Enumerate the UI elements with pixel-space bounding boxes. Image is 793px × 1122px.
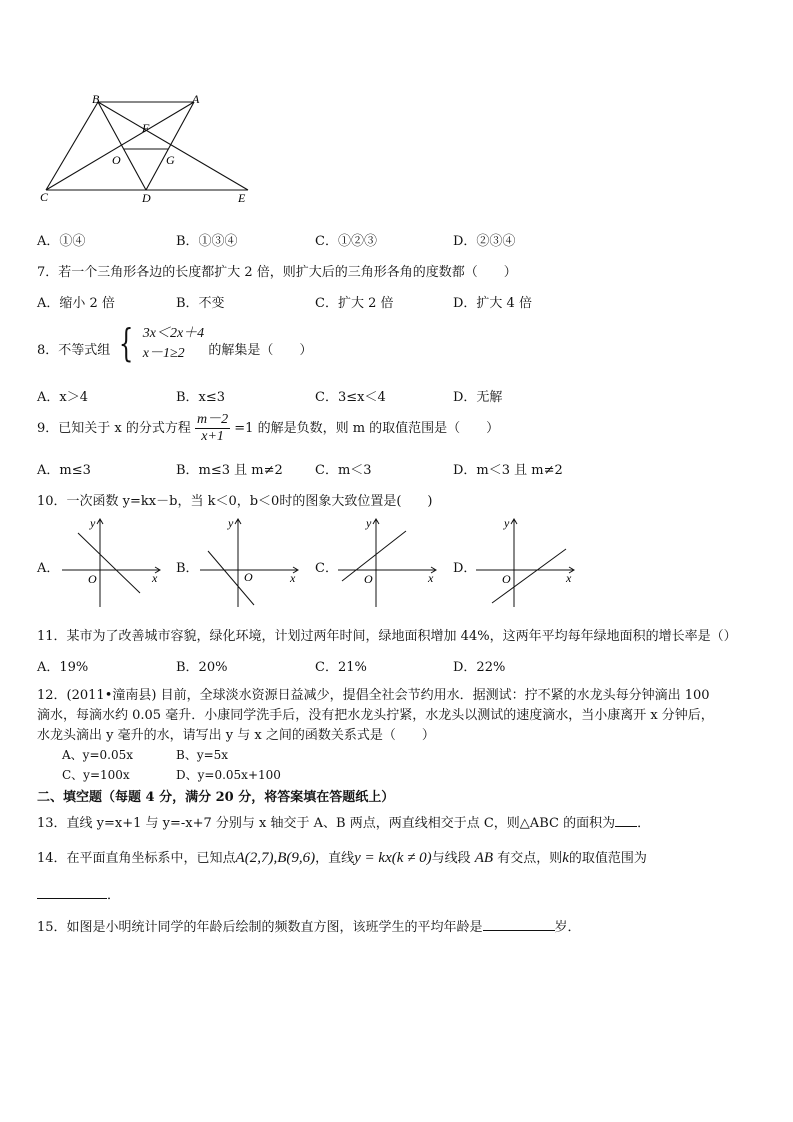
q10-graph-d[interactable] xyxy=(474,515,584,610)
q8-option-c[interactable]: C．3≤x＜4 xyxy=(315,390,386,405)
q10-d-o: O xyxy=(502,572,511,586)
q9-denominator: x+1 xyxy=(201,429,224,444)
q8-system xyxy=(143,324,204,364)
q9-option-c[interactable]: C．m＜3 xyxy=(315,463,372,478)
q10-graph-a[interactable] xyxy=(60,515,170,610)
q10-a-o: O xyxy=(88,572,97,586)
q6-option-b[interactable]: B．①③④ xyxy=(176,234,238,249)
q12-line-1: 12．(2011•潼南县) 目前，全球淡水资源日益减少，提倡全社会节约用水．据测试：拧不紧的水龙头每分钟滴出 100 xyxy=(37,688,710,703)
q10-option-d-label[interactable]: D． xyxy=(453,561,477,576)
q8-stem xyxy=(37,321,313,368)
q12-option-a[interactable]: A、y=0.05x xyxy=(62,748,133,762)
q6-option-d[interactable]: D．②③④ xyxy=(453,234,516,249)
label-A: A xyxy=(192,92,200,106)
label-G: G xyxy=(166,153,175,167)
q10-c-o: O xyxy=(364,572,373,586)
q9-option-d[interactable]: D．m＜3 且 m≠2 xyxy=(453,463,563,478)
q12-option-c[interactable]: C、y=100x xyxy=(62,768,130,782)
q8-ineq-2: x－1≥2 xyxy=(142,346,185,361)
q9-suffix: =1 的解是负数，则 m 的取值范围是（ ） xyxy=(234,421,500,436)
q7-option-b[interactable]: B．不变 xyxy=(176,296,225,311)
q7-option-d[interactable]: D．扩大 4 倍 xyxy=(453,296,532,311)
q11-option-c[interactable]: C．21% xyxy=(315,660,367,675)
q8-option-a[interactable]: A．x＞4 xyxy=(37,390,88,405)
q14-points: A(2,7),B(9,6) xyxy=(235,850,316,866)
q15-text: 15．如图是小明统计同学的年龄后绘制的频数直方图，该班学生的平均年龄是 xyxy=(37,920,483,935)
q14-seg: AB xyxy=(474,850,494,866)
q14-answer-blank[interactable] xyxy=(37,886,107,899)
q10-stem: 10．一次函数 y=kx－b，当 k＜0，b＜0时的图象大致位置是( ) xyxy=(37,494,433,509)
q14-answer-line xyxy=(37,884,120,903)
label-B: B xyxy=(92,92,100,106)
q10-c-x: x xyxy=(428,571,434,585)
q10-option-b-label[interactable]: B． xyxy=(176,561,199,576)
q12-line-3: 水龙头滴出 y 毫升的水，请写出 y 与 x 之间的函数关系式是（ ） xyxy=(37,728,435,743)
q8-brace: { xyxy=(119,321,134,365)
q10-b-x: x xyxy=(290,571,296,585)
q11-option-a[interactable]: A．19% xyxy=(37,660,89,675)
q12-option-d[interactable]: D、y=0.05x+100 xyxy=(176,768,281,782)
q11-option-b[interactable]: B．20% xyxy=(176,660,228,675)
q13-text: 13．直线 y=x+1 与 y=-x+7 分别与 x 轴交于 A、B 两点，两直线相交于点 C，则△ABC 的面积为 xyxy=(37,816,616,831)
q10-a-y: y xyxy=(90,516,96,530)
q10-b-o: O xyxy=(244,570,253,584)
q10-option-a-label[interactable]: A． xyxy=(37,561,60,576)
q10-b-y: y xyxy=(228,516,234,530)
q9-prefix: 9．已知关于 x 的分式方程 xyxy=(37,421,191,436)
q15-end: 岁． xyxy=(554,920,581,935)
label-O: O xyxy=(112,153,121,167)
q7-stem: 7．若一个三角形各边的长度都扩大 2 倍，则扩大后的三角形各角的度数都（ ） xyxy=(37,265,517,280)
q10-d-x: x xyxy=(566,571,572,585)
q13-end: ． xyxy=(637,816,651,831)
q13-answer-blank[interactable] xyxy=(615,814,637,827)
q10-d-y: y xyxy=(504,516,510,530)
q7-option-c[interactable]: C．扩大 2 倍 xyxy=(315,296,394,311)
section-heading: 二、填空题（每题 4 分，满分 20 分，将答案填在答题纸上） xyxy=(37,790,395,805)
q6-option-c[interactable]: C．①②③ xyxy=(315,234,377,249)
q10-a-x: x xyxy=(152,571,158,585)
q10-graph-b[interactable] xyxy=(198,515,308,610)
q15-answer-blank[interactable] xyxy=(483,918,555,931)
q14-mid: ，直线 xyxy=(315,851,355,866)
q14-suffix: 与线段 xyxy=(431,851,471,866)
q10-graph-c[interactable] xyxy=(336,515,446,610)
geometry-figure xyxy=(36,92,266,207)
label-F: F xyxy=(142,121,150,135)
q14-line-eq: y = kx(k ≠ 0) xyxy=(354,850,432,866)
label-C: C xyxy=(40,190,49,204)
q14-stem xyxy=(37,847,647,867)
q8-suffix: 的解集是（ ） xyxy=(208,343,313,358)
label-E: E xyxy=(238,191,246,205)
q9-option-a[interactable]: A．m≤3 xyxy=(37,463,91,478)
q8-prefix: 8．不等式组 xyxy=(37,343,111,358)
q12-option-b[interactable]: B、y=5x xyxy=(176,748,229,762)
q14-suffix3: 的取值范围为 xyxy=(568,851,647,866)
q13-stem xyxy=(37,812,650,831)
q8-ineq-1: 3x＜2x＋4 xyxy=(142,326,205,341)
q8-option-b[interactable]: B．x≤3 xyxy=(176,390,226,405)
q9-stem xyxy=(37,412,499,445)
label-D: D xyxy=(142,191,151,205)
q9-numerator: m－2 xyxy=(197,412,229,427)
q8-option-d[interactable]: D．无解 xyxy=(453,390,503,405)
q12-line-2: 滴水，每滴水约 0.05 毫升．小康同学洗手后，没有把水龙头拧紧，水龙头以测试的速度滴水，当小康离开 x 分钟后， xyxy=(37,708,714,723)
q10-c-y: y xyxy=(366,516,372,530)
q14-suffix2: 有交点，则 xyxy=(497,851,563,866)
q14-prefix: 14．在平面直角坐标系中，已知点 xyxy=(37,851,236,866)
q6-option-a[interactable]: A．①④ xyxy=(37,234,86,249)
q9-option-b[interactable]: B．m≤3 且 m≠2 xyxy=(176,463,283,478)
q11-option-d[interactable]: D．22% xyxy=(453,660,506,675)
q14-k: k xyxy=(562,850,569,866)
q15-stem xyxy=(37,916,581,935)
q9-fraction xyxy=(195,412,230,445)
q11-stem: 11．某市为了改善城市容貌，绿化环境，计划过两年时间，绿地面积增加 44%，这两年平均每年绿地面积的增长率是（） xyxy=(37,629,737,644)
q14-end: ． xyxy=(107,888,121,903)
q7-option-a[interactable]: A．缩小 2 倍 xyxy=(37,296,115,311)
q10-option-c-label[interactable]: C． xyxy=(315,561,338,576)
